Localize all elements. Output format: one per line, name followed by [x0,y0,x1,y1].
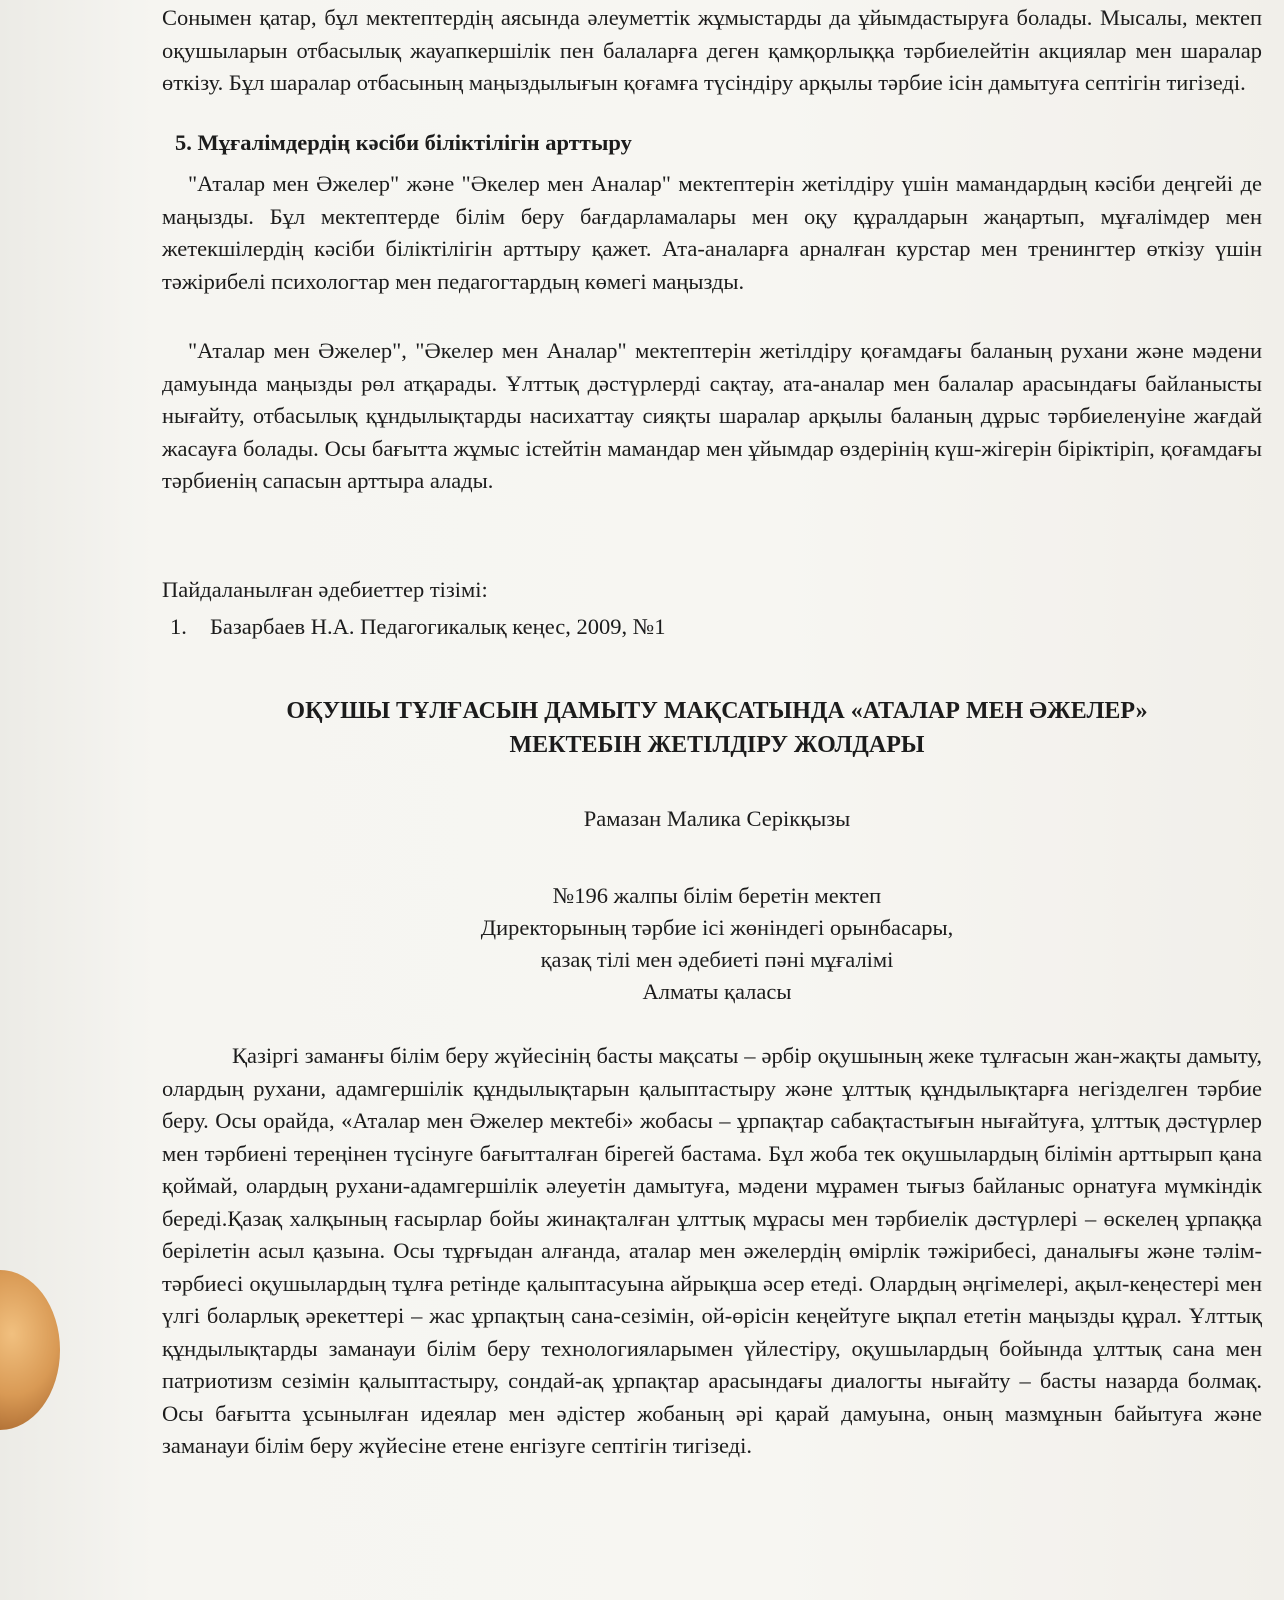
affiliation-line: Алматы қаласы [642,979,792,1004]
reference-number: 1. [170,614,187,639]
section-heading: 5. Мұғалімдердің кәсіби біліктілігін арттыру [175,130,632,155]
section-paragraph: "Аталар мен Әжелер" және "Әкелер мен Аналар" мектептерін жетілдіру үшін мамандардың кәсіби деңгейі де маңызды. Бұл мектептерде білім беру бағдарламалары мен оқу құралдарын жаңартып, мұғалімдер мен жетекшілердің кәсіби біліктілігін арттыру қажет. Ата-аналарға арналған курстар мен тренингтер өткізу үшін тәжірибелі психологтар мен педагогтардың көмегі маңызды. [162,171,1262,294]
conclusion-paragraph-block [162,335,1262,498]
section-paragraph-block [162,168,1262,298]
affiliation-line: №196 жалпы білім беретін мектеп [552,883,882,908]
article-author: Рамазан Малика Серікқызы [583,806,851,831]
author-affiliation [162,880,1272,1008]
reference-text: Базарбаев Н.А. Педагогикалық кеңес, 2009, №1 [210,614,666,639]
affiliation-line: Директорының тәрбие ісі жөніндегі орынбасары, [480,915,954,940]
affiliation-line: қазақ тілі мен әдебиеті пәні мұғалімі [540,947,894,972]
top-paragraph: Сонымен қатар, бұл мектептердің аясында әлеуметтік жұмыстарды да ұйымдастыруға болады. Мысалы, мектеп оқушыларын отбасылық жауапкершілік пен балаларға деген қамқорлыққа тәрбиелейтін акциялар мен шаралар өткізу. Бұл шаралар отбасының маңыздылығын қоғамға түсіндіру арқылы тәрбие ісін дамытуға септігін тигізеді. [162,5,1262,95]
article-title-line: МЕКТЕБІН ЖЕТІЛДІРУ ЖОЛДАРЫ [509,732,925,758]
references-title: Пайдаланылған әдебиеттер тізімі: [162,577,488,602]
conclusion-paragraph: "Аталар мен Әжелер", "Әкелер мен Аналар" мектептерін жетілдіру қоғамдағы баланың рухани және мәдени дамуында маңызды рөл атқарады. Ұлттық дәстүрлерді сақтау, ата-аналар мен балалар арасындағы байланысты нығайту, отбасылық құндылықтарды насихаттау сияқты шаралар арқылы баланың дұрыс тәрбиеленуіне жағдай жасауға болады. Осы бағытта жұмыс істейтін мамандар мен ұйымдар өздерінің күш-жігерін біріктіріп, қоғамдағы тәрбиенің сапасын арттыра алады. [162,338,1262,493]
top-paragraph-block [162,2,1262,100]
intro-paragraph-block [162,1040,1262,1463]
article-title-line: ОҚУШЫ ТҰЛҒАСЫН ДАМЫТУ МАҚСАТЫНДА «АТАЛАР МЕН ӘЖЕЛЕР» [286,698,1148,724]
reference-item [170,614,665,640]
article-title [162,694,1272,762]
intro-paragraph: Қазіргі заманғы білім беру жүйесінің басты мақсаты – әрбір оқушының жеке тұлғасын жан-жақты дамыту, олардың рухани, адамгершілік құндылықтарын қалыптастыру және ұлттық құндылықтарға негізделген тәрбие беру. Осы орайда, «Аталар мен Әжелер мектебі» жобасы – ұрпақтар сабақтастығын нығайтуға, ұлттық дәстүрлер мен тәрбиені тереңінен түсінуге бағытталған бірегей бастама. Бұл жоба тек оқушылардың білімін арттырып қана қоймай, олардың рухани-адамгершілік әлеуетін дамытуға, мәдени мұрамен тығыз байланыс орнатуға мүмкіндік береді.Қазақ халқының ғасырлар бойы жинақталған ұлттық мұрасы мен тәрбиелік дәстүрлері – өскелең ұрпаққа берілетін асыл қазына. Осы тұрғыдан алғанда, аталар мен әжелердің өмірлік тәжірибесі, даналығы және тәлім-тәрбиесі оқушылардың тұлға ретінде қалыптасуына айрықша әсер етеді. Олардың әңгімелері, ақыл-кеңестері мен үлгі боларлық әрекеттері – жас ұрпақтың сана-сезімін, ой-өрісін кеңейтуге ықпал ететін маңызды құрал. Ұлттық құндылықтарды заманауи білім беру технологияларымен үйлестіру, оқушылардың бойында ұлттық сана мен патриотизм сезімін қалыптастыру, сондай-ақ ұрпақтар арасындағы диалогты нығайту – басты назарда болмақ. Осы бағытта ұсынылған идеялар мен әдістер жобаның әрі қарай дамуына, оның мазмұнын байытуға және заманауи білім беру жүйесіне етене енгізуге септігін тигізеді. [162,1043,1262,1458]
finger-photo-artifact [0,1270,60,1430]
